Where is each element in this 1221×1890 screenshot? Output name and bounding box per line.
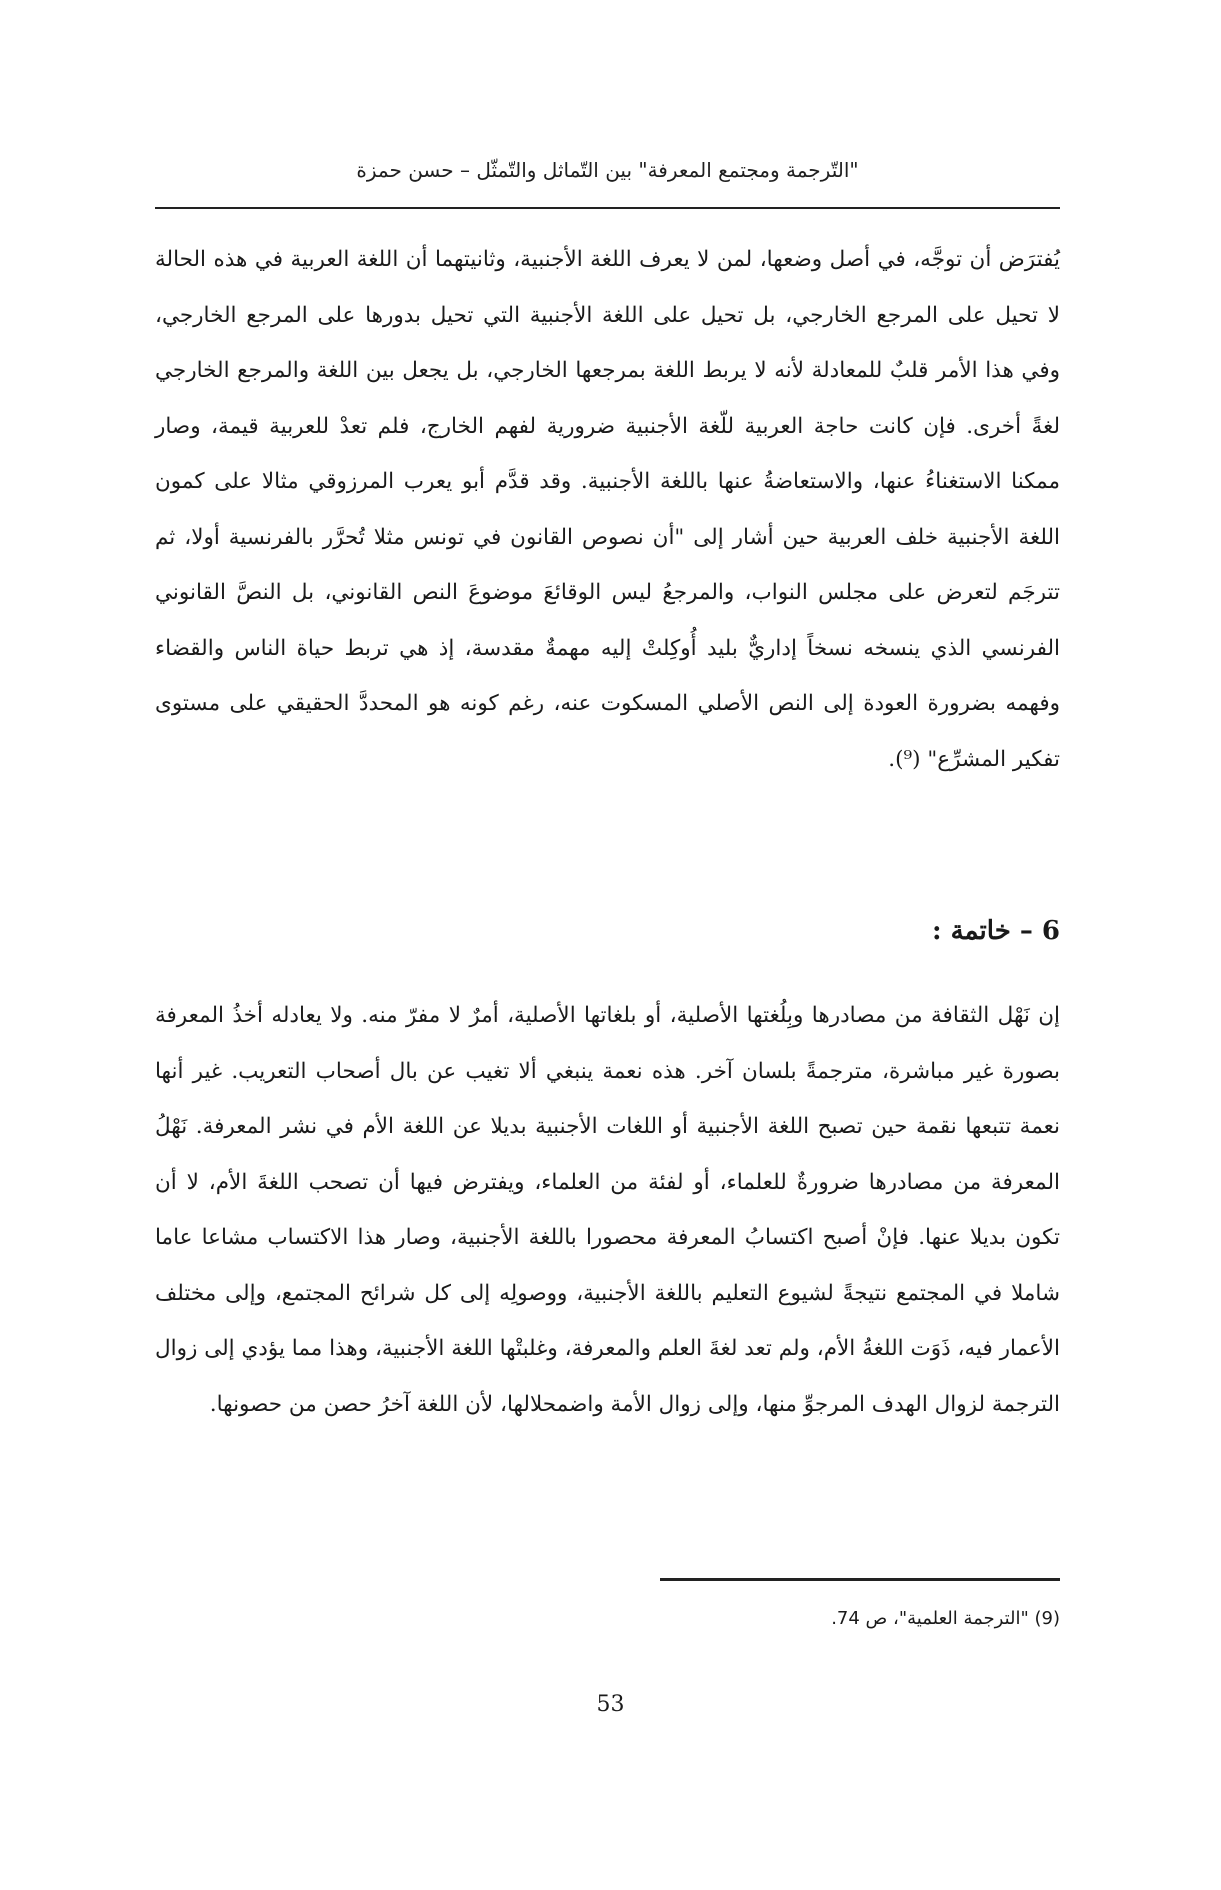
body-paragraph-2: [155, 988, 1060, 1432]
footnote: (9) "الترجمة العلمية"، ص 74.: [831, 1608, 1060, 1629]
paragraph-text: يُفترَض أن توجَّه، في أصل وضعها، لمن لا يعرف اللغة الأجنبية، وثانيتهما أن اللغة العربية في هذه الحالة لا تحيل على المرجع الخارجي، بل تحيل على اللغة الأجنبية التي تحيل بدورها على المرجع الخارجي، وفي هذا الأمر قلبٌ للمعادلة لأنه لا يربط اللغة بمرجعها الخارجي، بل يجعل بين اللغة والمرجع الخارجي لغةً أخرى. فإن كانت حاجة العربية للّغة الأجنبية ضرورية لفهم الخارج، فلم تعدْ للعربية قيمة، وصار ممكنا الاستغناءُ عنها، والاستعاضةُ عنها باللغة الأجنبية. وقد قدَّم أبو يعرب المرزوقي مثالا على كمون اللغة الأجنبية خلف العربية حين أشار إلى "أن نصوص القانون في تونس مثلا تُحرَّر بالفرنسية أولا، ثم تترجَم لتعرض على مجلس النواب، والمرجعُ ليس الوقائعَ موضوعَ النص القانوني، بل النصَّ القانوني الفرنسي الذي ينسخه نسخاً إداريٌّ بليد أُوكِلتْ إليه مهمةٌ مقدسة، إذ هي تربط حياة الناس والقضاء وفهمه بضرورة العودة إلى النص الأصلي المسكوت عنه، رغم كونه هو المحددَّ الحقيقي على مستوى تفكير المشرِّع" (⁹).: [155, 247, 1060, 772]
running-header: "التّرجمة ومجتمع المعرفة" بين التّماثل والتّمثّل – حسن حمزة: [356, 158, 859, 182]
paragraph-text: إن نَهْل الثقافة من مصادرها وبِلُغتها الأصلية، أو بلغاتها الأصلية، أمرٌ لا مفرّ منه. ولا يعادله أخذُ المعرفة بصورة غير مباشرة، مترجمةً بلسان آخر. هذه نعمة ينبغي ألا تغيب عن بال أصحاب التعريب. غير أنها نعمة تتبعها نقمة حين تصبح اللغة الأجنبية أو اللغات الأجنبية بديلا عن اللغة الأم في نشر المعرفة. نَهْلُ المعرفة من مصادرها ضرورةٌ للعلماء، أو لفئة من العلماء، ويفترض فيها أن تصحب اللغةَ الأم، لا أن تكون بديلا عنها. فإنْ أصبح اكتسابُ المعرفة محصورا باللغة الأجنبية، وصار هذا الاكتساب مشاعا عاما شاملا في المجتمع نتيجةً لشيوع التعليم باللغة الأجنبية، ووصولِه إلى كل شرائح المجتمع، وإلى مختلف الأعمار فيه، ذَوَت اللغةُ الأم، ولم تعد لغةَ العلم والمعرفة، وغلبتْها اللغة الأجنبية، وهذا مما يؤدي إلى زوال الترجمة لزوال الهدف المرجوِّ منها، وإلى زوال الأمة واضمحلالها، لأن اللغة آخرُ حصن من حصونها.: [155, 1003, 1060, 1417]
body-paragraph-1: [155, 232, 1060, 787]
header-divider: [155, 207, 1060, 209]
section-heading: 6 – خاتمة :: [931, 916, 1060, 946]
page-number: 53: [596, 1692, 625, 1717]
footnote-divider: [660, 1578, 1060, 1581]
